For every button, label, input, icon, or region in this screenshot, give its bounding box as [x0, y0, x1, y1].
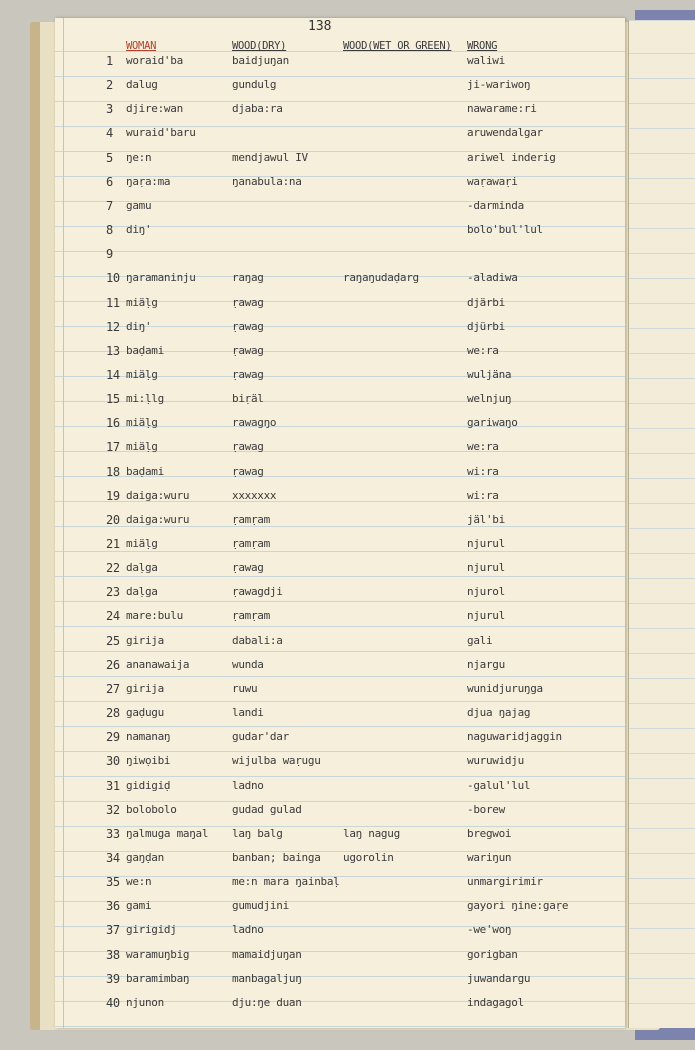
wrong-cell: -galul'lul: [467, 778, 531, 792]
header-wood-dry: WOOD(DRY): [232, 40, 287, 52]
woman-cell: gaḍugu: [126, 706, 164, 720]
wood-dry-cell: raŋag: [232, 271, 264, 285]
woman-cell: daḷga: [126, 561, 158, 575]
wrong-cell: njurul: [467, 561, 505, 575]
wood-dry-cell: ṛamṛam: [232, 537, 270, 550]
woman-cell: baḍami: [126, 343, 164, 357]
wood-dry-cell: ladno: [232, 923, 264, 937]
row-number: 1: [106, 54, 113, 68]
wrong-cell: wi:ra: [467, 488, 499, 502]
row-number: 20: [106, 512, 120, 527]
woman-cell: ananawaija: [126, 657, 190, 671]
woman-cell: daiga:wuru: [126, 512, 190, 526]
wood-dry-cell: wijulba waṛugu: [232, 754, 321, 768]
wood-dry-cell: manbagaljuŋ: [232, 971, 302, 985]
wrong-cell: njurol: [467, 585, 505, 599]
row-number: 24: [106, 609, 120, 624]
woman-cell: baḍami: [126, 464, 164, 478]
row-number: 31: [106, 778, 120, 793]
wrong-cell: waṛawaṛi: [467, 174, 518, 188]
table-row: [0, 609, 600, 629]
wrong-cell: djärbi: [467, 295, 505, 309]
table-row: [0, 634, 600, 654]
wrong-cell: djürbi: [467, 319, 505, 333]
table-row: [0, 392, 600, 412]
wrong-cell: wariŋun: [467, 850, 512, 864]
wrong-cell: wunidjuruŋga: [467, 681, 543, 695]
woman-cell: njunon: [126, 995, 164, 1009]
table-row: [0, 440, 600, 460]
table-row: [0, 706, 600, 726]
table-row: [0, 658, 600, 678]
woman-cell: girigidj: [126, 923, 177, 937]
header-wood-wet: WOOD(WET OR GREEN): [343, 40, 452, 52]
wood-dry-cell: gundulg: [232, 78, 277, 92]
row-number: 26: [106, 657, 120, 672]
table-row: [0, 489, 600, 509]
woman-cell: baramimbaŋ: [126, 971, 190, 985]
wood-dry-cell: ŋanabula:na: [232, 174, 302, 188]
table-row: [0, 851, 600, 871]
woman-cell: girija: [126, 681, 164, 695]
row-number: 21: [106, 537, 120, 551]
wood-dry-cell: ṛawag: [232, 464, 264, 478]
row-number: 34: [106, 850, 120, 865]
woman-cell: miäḷg: [126, 440, 158, 454]
row-number: 22: [106, 561, 120, 576]
wrong-cell: gayori ŋine:gaṛe: [467, 899, 569, 913]
row-number: 10: [106, 271, 120, 286]
wood-dry-cell: mamaidjuŋan: [232, 947, 302, 961]
woman-cell: miäḷg: [126, 295, 158, 309]
wrong-cell: naguwaridjaggin: [467, 730, 562, 744]
woman-cell: diŋ': [126, 223, 152, 237]
row-number: 30: [106, 754, 120, 769]
woman-cell: daḷga: [126, 585, 158, 599]
wrong-cell: we:ra: [467, 440, 499, 454]
wrong-cell: aruwendalgar: [467, 126, 543, 140]
wrong-cell: wuljäna: [467, 367, 512, 381]
wood-wet-cell: raŋaŋudaḍarg: [343, 271, 419, 285]
row-number: 6: [106, 174, 113, 189]
table-row: [0, 754, 600, 774]
woman-cell: djire:wan: [126, 102, 183, 116]
woman-cell: dalug: [126, 78, 158, 92]
table-row: [0, 682, 600, 702]
table-row: [0, 368, 600, 388]
wrong-cell: -borew: [467, 802, 505, 816]
woman-cell: bolobolo: [126, 802, 177, 816]
wood-dry-cell: mendjawul IV: [232, 150, 308, 164]
woman-cell: ŋalmuga maŋal: [126, 826, 209, 840]
wrong-cell: wi:ra: [467, 464, 499, 478]
wood-dry-cell: ṛawag: [232, 319, 264, 333]
wrong-cell: njargu: [467, 657, 505, 671]
table-row: [0, 320, 600, 340]
row-number: 13: [106, 343, 120, 358]
row-number: 38: [106, 947, 120, 962]
row-number: 35: [106, 875, 120, 890]
wrong-cell: djua ŋajag: [467, 706, 531, 720]
wood-dry-cell: ṛamṛam: [232, 512, 270, 526]
wrong-cell: gariwaŋo: [467, 416, 518, 430]
row-number: 19: [106, 488, 120, 503]
woman-cell: wuraid'baru: [126, 126, 196, 140]
table-row: [0, 972, 600, 992]
wood-dry-cell: ruwu: [232, 681, 258, 695]
woman-cell: gamu: [126, 198, 152, 212]
wrong-cell: gorigban: [467, 947, 518, 961]
facing-page: [628, 20, 695, 1028]
wood-dry-cell: xxxxxxx: [232, 488, 277, 502]
wrong-cell: bolo'bul'lul: [467, 223, 543, 237]
wrong-cell: bregwoi: [467, 826, 512, 840]
table-row: [0, 344, 600, 364]
table-row: [0, 561, 600, 581]
wrong-cell: ji-wariwoŋ: [467, 78, 531, 92]
woman-cell: girija: [126, 633, 164, 647]
table-row: [0, 899, 600, 919]
woman-cell: gidigiḍ: [126, 778, 171, 792]
woman-cell: ŋaṛa:ma: [126, 174, 171, 188]
wood-dry-cell: rawagŋo: [232, 416, 277, 430]
row-number: 4: [106, 126, 113, 141]
row-number: 28: [106, 706, 120, 721]
row-number: 32: [106, 802, 120, 817]
woman-cell: ŋe:n: [126, 150, 152, 164]
wood-dry-cell: landi: [232, 706, 264, 720]
woman-cell: mare:bulu: [126, 609, 183, 623]
row-number: 36: [106, 899, 120, 914]
row-number: 33: [106, 826, 120, 841]
wrong-cell: ariwel inderig: [467, 150, 556, 164]
table-row: [0, 779, 600, 799]
row-number: 37: [106, 923, 120, 938]
wood-dry-cell: ṛawagdji: [232, 585, 283, 599]
table-row: [0, 247, 600, 267]
row-number: 18: [106, 464, 120, 479]
table-row: [0, 54, 600, 74]
wood-dry-cell: gumudjini: [232, 899, 289, 913]
wrong-cell: waliwi: [467, 54, 505, 67]
woman-cell: woraid'ba: [126, 54, 183, 67]
row-number: 12: [106, 319, 120, 334]
wood-dry-cell: ṛawag: [232, 343, 264, 357]
table-row: [0, 102, 600, 122]
row-number: 2: [106, 78, 113, 93]
table-row: [0, 996, 600, 1016]
row-number: 25: [106, 633, 120, 648]
row-number: 17: [106, 440, 120, 455]
wood-dry-cell: dju:ŋe duan: [232, 995, 302, 1009]
table-row: [0, 126, 600, 146]
header-wrong: WRONG: [467, 40, 498, 52]
woman-cell: miäḷg: [126, 416, 158, 430]
table-row: [0, 296, 600, 316]
wood-dry-cell: ṛamṛam: [232, 609, 270, 623]
wrong-cell: gali: [467, 633, 493, 647]
table-row: [0, 199, 600, 219]
wood-dry-cell: ṛawag: [232, 561, 264, 575]
table-row: [0, 537, 600, 557]
wrong-cell: unmargirimir: [467, 875, 543, 889]
table-row: [0, 585, 600, 605]
wood-dry-cell: ladno: [232, 778, 264, 792]
woman-cell: gaŋḍan: [126, 850, 164, 864]
wood-dry-cell: wunda: [232, 657, 264, 671]
wrong-cell: -darminda: [467, 198, 524, 212]
table-row: [0, 151, 600, 171]
wrong-cell: we:ra: [467, 343, 499, 357]
wrong-cell: -aladiwa: [467, 271, 518, 285]
wood-wet-cell: laŋ nagug: [343, 826, 400, 840]
wood-dry-cell: gudad gulad: [232, 802, 302, 816]
wrong-cell: welnjuŋ: [467, 392, 512, 406]
wood-dry-cell: baidjuŋan: [232, 54, 289, 67]
woman-cell: ŋaramaninju: [126, 271, 196, 285]
woman-cell: we:n: [126, 875, 152, 889]
wood-dry-cell: dabali:a: [232, 633, 283, 647]
woman-cell: mi:ḷlg: [126, 392, 164, 406]
table-row: [0, 948, 600, 968]
table-row: [0, 465, 600, 485]
row-number: 39: [106, 971, 120, 986]
wrong-cell: nawarame:ri: [467, 102, 537, 116]
wood-dry-cell: ṛawag: [232, 440, 264, 454]
row-number: 23: [106, 585, 120, 600]
wood-dry-cell: biṛäl: [232, 392, 264, 406]
table-row: [0, 803, 600, 823]
woman-cell: miäḷg: [126, 537, 158, 550]
wood-dry-cell: ṛawag: [232, 367, 264, 381]
wrong-cell: jäl'bi: [467, 512, 505, 526]
row-number: 11: [106, 295, 120, 310]
header-woman: WOMAN: [126, 40, 157, 52]
row-number: 40: [106, 995, 120, 1010]
woman-cell: daiga:wuru: [126, 488, 190, 502]
row-number: 9: [106, 247, 113, 262]
woman-cell: namanaŋ: [126, 730, 171, 744]
table-row: [0, 223, 600, 243]
table-row: [0, 827, 600, 847]
wrong-cell: njurul: [467, 609, 505, 623]
table-row: [0, 875, 600, 895]
row-number: 27: [106, 681, 120, 696]
woman-cell: gami: [126, 899, 152, 913]
woman-cell: miäḷg: [126, 367, 158, 381]
wood-dry-cell: me:n mara ŋainbaḷ: [232, 875, 340, 889]
page-number: 138: [308, 19, 332, 34]
woman-cell: ŋiwọibi: [126, 754, 171, 768]
wood-wet-cell: ugorolin: [343, 850, 394, 864]
wood-dry-cell: djaba:ra: [232, 102, 283, 116]
table-row: [0, 78, 600, 98]
wood-dry-cell: ṛawag: [232, 295, 264, 309]
row-number: 8: [106, 223, 113, 238]
table-row: [0, 513, 600, 533]
row-number: 29: [106, 730, 120, 745]
row-number: 3: [106, 102, 113, 117]
row-number: 15: [106, 392, 120, 407]
woman-cell: diŋ': [126, 319, 152, 333]
wrong-cell: njurul: [467, 537, 505, 550]
table-row: [0, 271, 600, 291]
table-row: [0, 730, 600, 750]
wrong-cell: juwandargu: [467, 971, 531, 985]
row-number: 5: [106, 150, 113, 165]
wrong-cell: indagagol: [467, 995, 524, 1009]
wood-dry-cell: banban; bainga: [232, 850, 321, 864]
row-number: 16: [106, 416, 120, 431]
table-row: [0, 923, 600, 943]
row-number: 14: [106, 367, 120, 382]
wood-dry-cell: gudar'dar: [232, 730, 289, 744]
wood-dry-cell: laŋ balg: [232, 826, 283, 840]
wrong-cell: -we'woŋ: [467, 923, 512, 937]
woman-cell: waramuŋbig: [126, 947, 190, 961]
table-row: [0, 416, 600, 436]
wrong-cell: wuruwidju: [467, 754, 524, 768]
row-number: 7: [106, 198, 113, 213]
table-row: [0, 175, 600, 195]
